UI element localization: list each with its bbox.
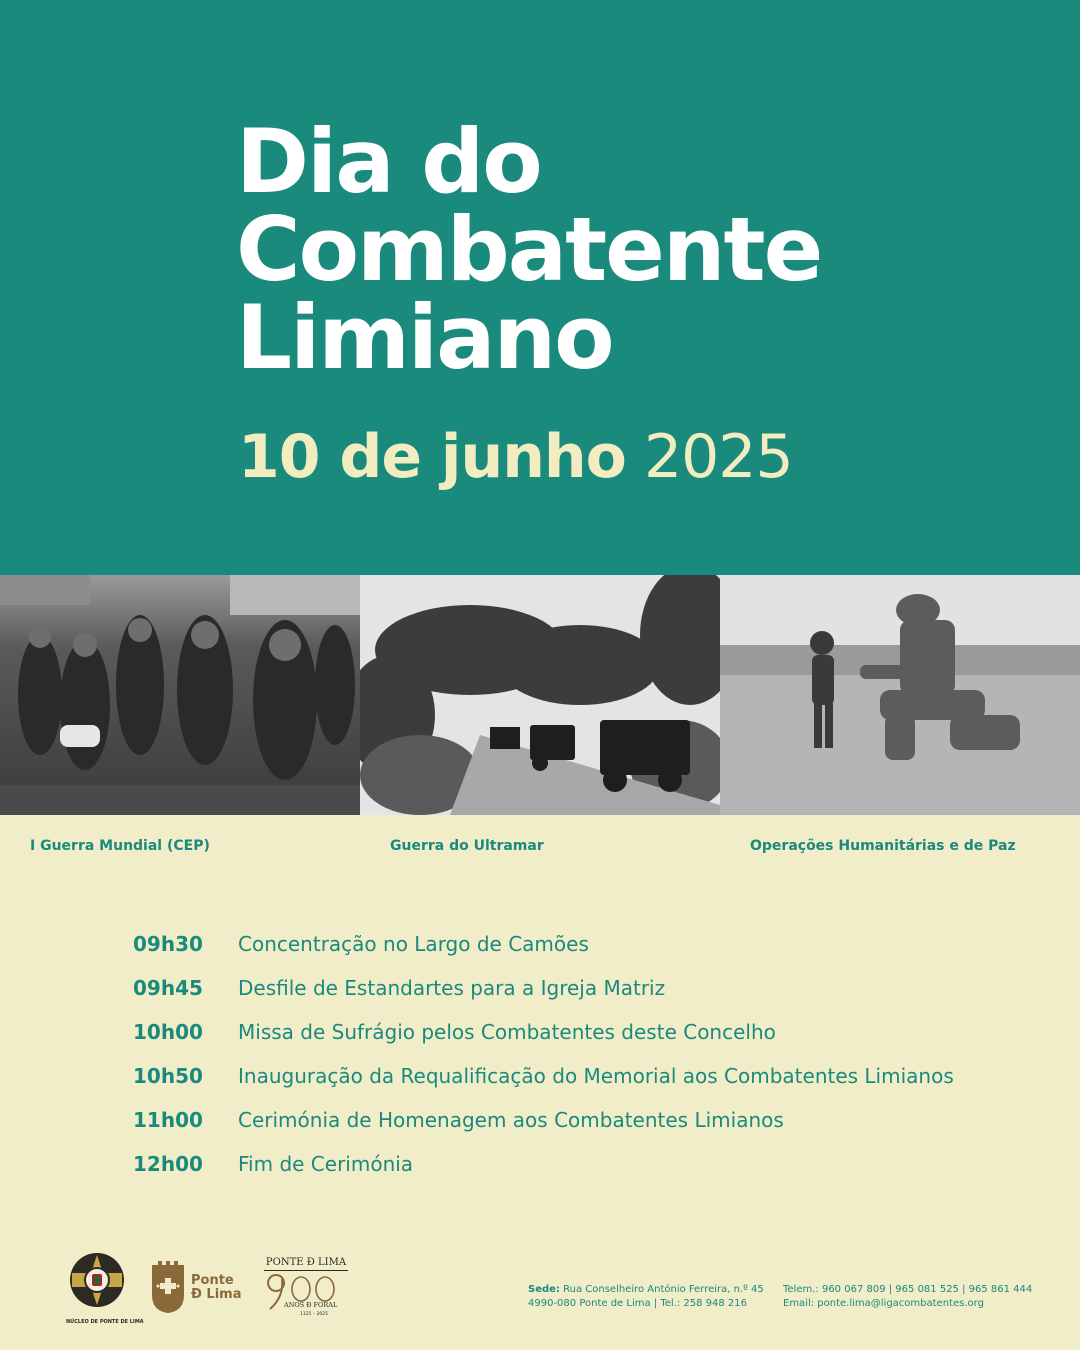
schedule-event: Desfile de Estandartes para a Igreja Matriz	[238, 976, 666, 1000]
title-line-3: Limiano	[236, 286, 613, 389]
schedule-event: Missa de Sufrágio pelos Combatentes deste Concelho	[238, 1020, 776, 1044]
photo-colonial-war	[360, 575, 720, 815]
address-line-2: 4990-080 Ponte de Lima | Tel.: 258 948 216	[528, 1298, 748, 1309]
event-date-year: 2025	[643, 422, 793, 492]
schedule-row	[133, 966, 954, 1010]
schedule-time: 11h00	[133, 1108, 203, 1132]
header-banner	[0, 0, 1080, 575]
title-line-1: Dia do	[236, 110, 541, 213]
schedule-event: Concentração no Largo de Camões	[238, 932, 589, 956]
schedule-list	[133, 922, 954, 1186]
cross-emblem-icon	[66, 1251, 128, 1309]
address-block	[528, 1283, 764, 1311]
schedule-time: 09h45	[133, 976, 203, 1000]
schedule-time: 09h30	[133, 932, 203, 956]
schedule-row	[133, 922, 954, 966]
schedule-event: Fim de Cerimónia	[238, 1152, 414, 1176]
caption-colonial-war: Guerra do Ultramar	[390, 838, 544, 854]
liga-combatentes-logo	[66, 1251, 144, 1325]
schedule-row	[133, 1142, 954, 1186]
schedule-time: 10h00	[133, 1020, 203, 1044]
ponte-de-lima-logo-text: Ponte Ð Lima	[191, 1273, 242, 1302]
email-address[interactable]: Email: ponte.lima@ligacombatentes.org	[783, 1298, 984, 1309]
footer	[0, 1245, 1080, 1345]
municipal-shield-icon	[150, 1261, 186, 1313]
address-line-1	[528, 1283, 764, 1297]
event-date	[238, 422, 793, 492]
schedule-time: 10h50	[133, 1064, 203, 1088]
photo-peace-operations	[720, 575, 1080, 815]
schedule-event: Inauguração da Requalificação do Memorial aos Combatentes Limianos	[238, 1064, 954, 1088]
schedule-row	[133, 1098, 954, 1142]
photo-strip	[0, 575, 1080, 815]
sede-address: Rua Conselheiro António Ferreira, n.º 45	[563, 1284, 764, 1295]
foral-logo-years: 1125 – 2025	[300, 1312, 329, 1317]
schedule-row	[133, 1010, 954, 1054]
sede-label: Sede:	[528, 1284, 560, 1295]
caption-peace-operations: Operações Humanitárias e de Paz	[750, 838, 1016, 854]
foral-900-logo	[262, 1257, 350, 1335]
schedule-event: Cerimónia de Homenagem aos Combatentes Limianos	[238, 1108, 784, 1132]
event-date-day: 10 de junho	[238, 422, 626, 492]
contact-block	[783, 1283, 1032, 1311]
ponte-de-lima-logo	[150, 1261, 246, 1317]
photo-world-war-1	[0, 575, 360, 815]
liga-logo-caption: NÚCLEO DE PONTE DE LIMA	[66, 1319, 144, 1325]
foral-logo-subtitle: ANOS Ð FORAL	[284, 1301, 338, 1309]
page-title	[236, 110, 822, 389]
foral-logo-title: PONTE Ð LIMA	[265, 1257, 347, 1268]
schedule-time: 12h00	[133, 1152, 203, 1176]
schedule-row	[133, 1054, 954, 1098]
title-line-2: Combatente	[236, 198, 822, 301]
phone-numbers: Telem.: 960 067 809 | 965 081 525 | 965 861 444	[783, 1284, 1033, 1295]
caption-world-war-1: I Guerra Mundial (CEP)	[30, 838, 210, 854]
